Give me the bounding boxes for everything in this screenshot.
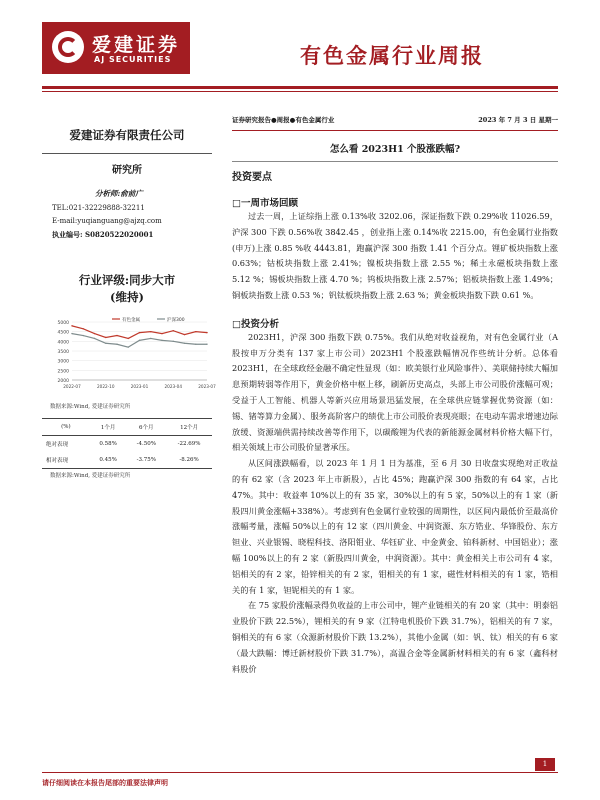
chart-point [139, 340, 140, 341]
chart-point [195, 331, 196, 332]
chart-point [71, 333, 72, 334]
chart-point [150, 331, 151, 332]
chart-x-tick-label: 2022-07 [63, 384, 81, 389]
section-heading-market-review: □一周市场回顾 [232, 198, 298, 209]
table-cell: -4.50% [136, 441, 156, 447]
report-title: 有色金属行业周报 [300, 44, 484, 68]
chart-point [139, 332, 140, 333]
index-chart [42, 314, 216, 400]
table-cell: -22.69% [177, 441, 201, 447]
row-label-absolute: 绝对表现 [46, 442, 69, 448]
chart-point [128, 346, 129, 347]
chart-y-tick-label: 3500 [57, 350, 69, 355]
chart-point [94, 338, 95, 339]
chart-point [206, 332, 207, 333]
table-cell: -3.75% [126, 452, 166, 469]
chart-point [161, 333, 162, 334]
chart-legend-label: 沪深300 [167, 318, 185, 323]
chart-source: 数据来源:Wind, 爱建证券研究所 [50, 404, 131, 410]
perf-col-6m: 6个月 [126, 419, 166, 436]
row-label-relative: 相对表现 [42, 452, 90, 469]
company-logo [42, 22, 190, 74]
paragraph: 2023H1，沪深 300 指数下跌 0.75%。我们从绝对收益视角，对有色金属行业（A 股按申万分类有 137 家上市公司）2023H1 个股涨跌幅情况作些统计分析。总体看 2023H1，在全球政经金融不确定性显现（如：欧美银行业风险事件）、美联储持续大幅加息预期转弱等作用下，黄金价格中枢上移，刷新历史高点，头部上市公司股价涨幅可观；受益于人工智能、机器人等新兴应用场景迅猛发展，在全球供应链掌握优势资源（如：锡、锗等算力金属）、服务高阶客户的绩优上市公司股价表现亮眼；在电动车需求增速边际放缓、资源端供需持续改善等作用下，以碳酸锂为代表的新能源金属材料价格大幅下行，相关领域上市公司股价显著承压。 [232, 331, 558, 453]
table-cell: 0.58% [99, 441, 117, 447]
report-meta [232, 115, 558, 124]
chart-point [184, 334, 185, 335]
report-date: 2023 年 7 月 3 日 星期一 [478, 116, 558, 124]
chart-point [195, 344, 196, 345]
chart-y-tick-label: 2000 [57, 379, 69, 384]
legal-notice: 请仔细阅读在本报告尾部的重要法律声明 [42, 779, 168, 787]
chart-point [128, 338, 129, 339]
performance-table-header [42, 419, 212, 436]
perf-col-1m: 1个月 [90, 419, 127, 436]
sidebar [42, 113, 216, 479]
chart-point [71, 325, 72, 326]
header-divider-thin [42, 91, 558, 92]
chart-point [83, 328, 84, 329]
chart-legend-label: 有色金属 [122, 318, 140, 323]
analyst-license: 执业编号: S0820522020001 [52, 230, 154, 239]
logo-text-en: AJ SECURITIES [94, 55, 172, 64]
table-cell: 0.45% [90, 452, 127, 469]
rating-status: (维持) [110, 290, 144, 304]
page-number: 1 [535, 758, 555, 771]
table-row [42, 452, 212, 469]
meta-divider [232, 130, 558, 131]
chart-point [173, 330, 174, 331]
chart-y-tick-label: 2500 [57, 369, 69, 375]
chart-x-tick-label: 2023-07 [198, 384, 216, 389]
chart-x-tick-label: 2023-04 [164, 384, 182, 389]
analyst-name: 分析师:俞前广 [95, 189, 143, 198]
chart-point [105, 337, 106, 338]
chart-y-tick-label: 3000 [57, 359, 69, 365]
analyst-phone: TEL:021-32229888-32211 [52, 204, 145, 212]
industry-rating [42, 272, 212, 306]
chart-point [173, 341, 174, 342]
chart-point [184, 343, 185, 344]
chart-point [94, 333, 95, 334]
chart-y-tick-label: 5000 [57, 321, 69, 326]
chart-point [206, 344, 207, 345]
chart-x-tick-label: 2023-01 [130, 384, 149, 389]
logo-text-cn: 爱建证券 [92, 34, 181, 56]
footer-divider [42, 772, 558, 773]
logo-mark-icon [52, 31, 84, 63]
chart-point [116, 344, 117, 345]
report-category: 证券研究报告●周报●有色金属行业 [232, 116, 335, 124]
sidebar-company-name: 爱建证券有限责任公司 [69, 128, 185, 142]
sidebar-department: 研究所 [112, 165, 142, 176]
table-cell: -8.26% [166, 452, 212, 469]
table-row [42, 436, 212, 453]
document-title: 怎么看 2023H1 个股涨跌幅? [329, 144, 461, 155]
perf-col-unit: (%) [42, 419, 90, 436]
chart-point [83, 335, 84, 336]
rating-label: 行业评级:同步大市 [78, 273, 176, 287]
perf-col-12m: 12个月 [166, 419, 212, 436]
paragraph: 在 75 家股价涨幅录得负收益的上市公司中，锂产业链相关的有 20 家（其中：明泰铝业股价下跌 22.5%），锂相关的有 9 家（江特电机股价下跌 31.7%），铝相关的有 7 家，铜相关的有 6 家（众源新材股价下跌 13.2%），其他小金属（如：钒、钛）相关的有 6 家（最大跌幅：博迁新材股价下跌 31.7%），高温合金等金属新材料相关的有 6 家（鑫科材料股价 [232, 600, 558, 674]
title-divider [232, 161, 558, 162]
analyst-email[interactable]: E-mail:yuqianguang@ajzq.com [52, 217, 162, 225]
table-source: 数据来源:Wind, 爱建证券研究所 [50, 473, 131, 479]
chart-point [105, 343, 106, 344]
chart-y-tick-label: 4000 [57, 340, 69, 346]
chart-y-tick-label: 4500 [57, 330, 69, 336]
paragraph: 从区间涨跌幅看，以 2023 年 1 月 1 日为基准，至 6 月 30 日收盘实现绝对正收益的有 62 家（含 2023 年上市新股），占比 45%；跑赢沪深 300 指数的有 64 家，占比 47%。其中：收益率 10%以上的有 35 家，30%以上的有 5 家，50%以上的有 1 家（新股四川黄金涨幅+338%）。考虑到有色金属行业较强的周期性，以区间内最低价至最高价涨幅考量，涨幅 50%以上的有 12 家（四川黄金、中润资源、东方锆业、华锋股份、东方钽业、兴业银锡、晓程科技、洛阳钼业、华钰矿业、中金黄金、铂科新材、中国铝业）；涨幅 100%以上的有 2 家（新股四川黄金，中润资源）。其中：黄金相关上市公司有 4 家，铝相关的有 2 家，铅锌相关的有 2 家，钼相关的有 1 家，磁性材料相关的有 1 家，锆相关的有 1 家，钽铌相关的有 1 家。 [232, 458, 558, 595]
chart-point [161, 340, 162, 341]
performance-table [42, 418, 212, 469]
investment-points-label: 投资要点 [232, 172, 272, 183]
chart-point [116, 335, 117, 336]
chart-point [150, 338, 151, 339]
main-content [232, 115, 558, 677]
index-chart-svg [42, 314, 216, 396]
paragraph: 过去一周，上证综指上涨 0.13%收 3202.06，深证指数下跌 0.29%收 11026.59，沪深 300 下跌 0.56%收 3842.45 ，创业指上涨 0.14%收 2215.00，有色金属行业指数(申万)上涨 0.85 %收 4443.81，跑赢沪深 300 指数 1.41 个百分点。锂矿板块指数上涨 0.63%；钴板块指数上涨 2.41%；镍板块指数上涨 2.55 %；稀土永磁板块指数上涨 5.12 %；锡板块指数上涨 4.70 %；钨板块指数上涨 2.57%；铝板块指数上涨 1.49%；铜板块指数上涨 0.53 %；钒钛板块指数上涨 2.63 %；黄金板块指数下跌 0.61 %。 [232, 211, 558, 300]
sidebar-divider [42, 153, 212, 154]
section-heading-investment-analysis: □投资分析 [232, 318, 279, 330]
header-divider [42, 86, 558, 89]
chart-x-tick-label: 2022-10 [97, 384, 115, 389]
